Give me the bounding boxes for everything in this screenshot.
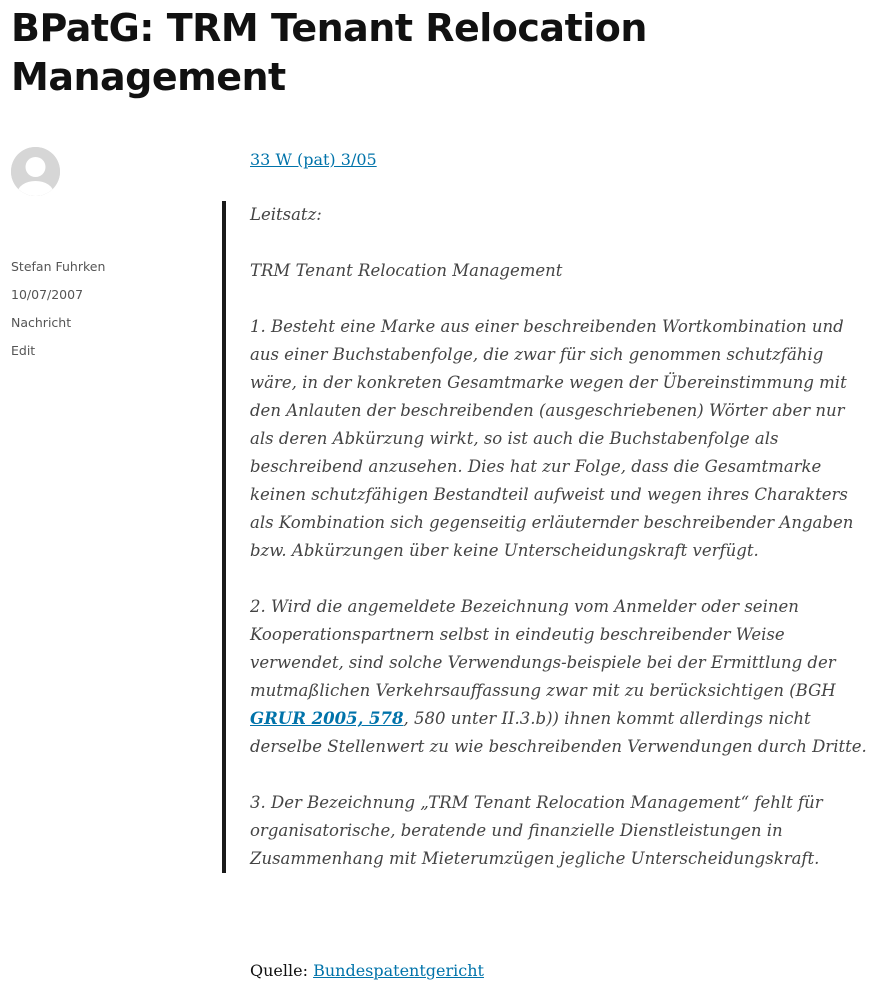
grur-citation-link[interactable]: GRUR 2005, 578 (250, 709, 404, 728)
post-meta (11, 147, 191, 358)
quote-point-3: 3. Der Bezeichnung „TRM Tenant Relocation Management“ fehlt für organisatorische, beratende und finanzielle Dienstleistungen in Zusammenhang mit Mieterumzügen jegliche Unterscheidungskraft. (250, 793, 823, 868)
edit-link[interactable]: Edit (11, 343, 36, 358)
author-avatar[interactable] (11, 147, 60, 196)
quote-point-2-text-b: , 580 unter II.3.b)) ihnen kommt allerdings nicht derselbe Stellenwert zu wie beschreibenden Verwendungen durch Dritte. (250, 709, 867, 756)
case-number-link[interactable]: 33 W (pat) 3/05 (250, 150, 377, 169)
post-title: BPatG: TRM Tenant Relocation Management (11, 6, 647, 99)
source-label: Quelle: (250, 961, 314, 980)
leitsatz-quote (222, 201, 870, 873)
post-date-link[interactable]: 10/07/2007 (11, 287, 84, 302)
category-link[interactable]: Nachricht (11, 315, 72, 330)
avatar-placeholder-icon (11, 147, 60, 196)
quote-heading: Leitsatz: (250, 205, 322, 224)
quote-point-2 (250, 593, 870, 761)
source-link[interactable]: Bundespatentgericht (313, 961, 484, 980)
author-link[interactable]: Stefan Fuhrken (11, 259, 106, 274)
source-line (250, 958, 484, 984)
quote-subject: TRM Tenant Relocation Management (250, 261, 563, 280)
quote-point-1: 1. Besteht eine Marke aus einer beschreibenden Wortkombination und aus einer Buchstabenfolge, die zwar für sich genommen schutzfähig wäre, in der konkreten Gesamtmarke wegen der Übereinstimmung mit den Anlauten der beschreibenden (ausgeschriebenen) Wörter aber nur als deren Abkürzung wirkt, so ist auch die Buchstabenfolge als beschreibend anzusehen. Dies hat zur Folge, dass die Gesamtmarke keinen schutzfähigen Bestandteil aufweist und wegen ihres Charakters als Kombination sich gegenseitig erläuternder beschreibender Angaben bzw. Abkürzungen über keine Unterscheidungskraft verfügt. (250, 317, 854, 560)
quote-point-2-text-a: 2. Wird die angemeldete Bezeichnung vom Anmelder oder seinen Kooperationspartnern selbst in eindeutig beschreibender Weise verwendet, sind solche Verwendungs-beispiele bei der Ermittlung der mutmaßlichen Verkehrsauffassung zwar mit zu berücksichtigen (BGH (250, 597, 836, 700)
